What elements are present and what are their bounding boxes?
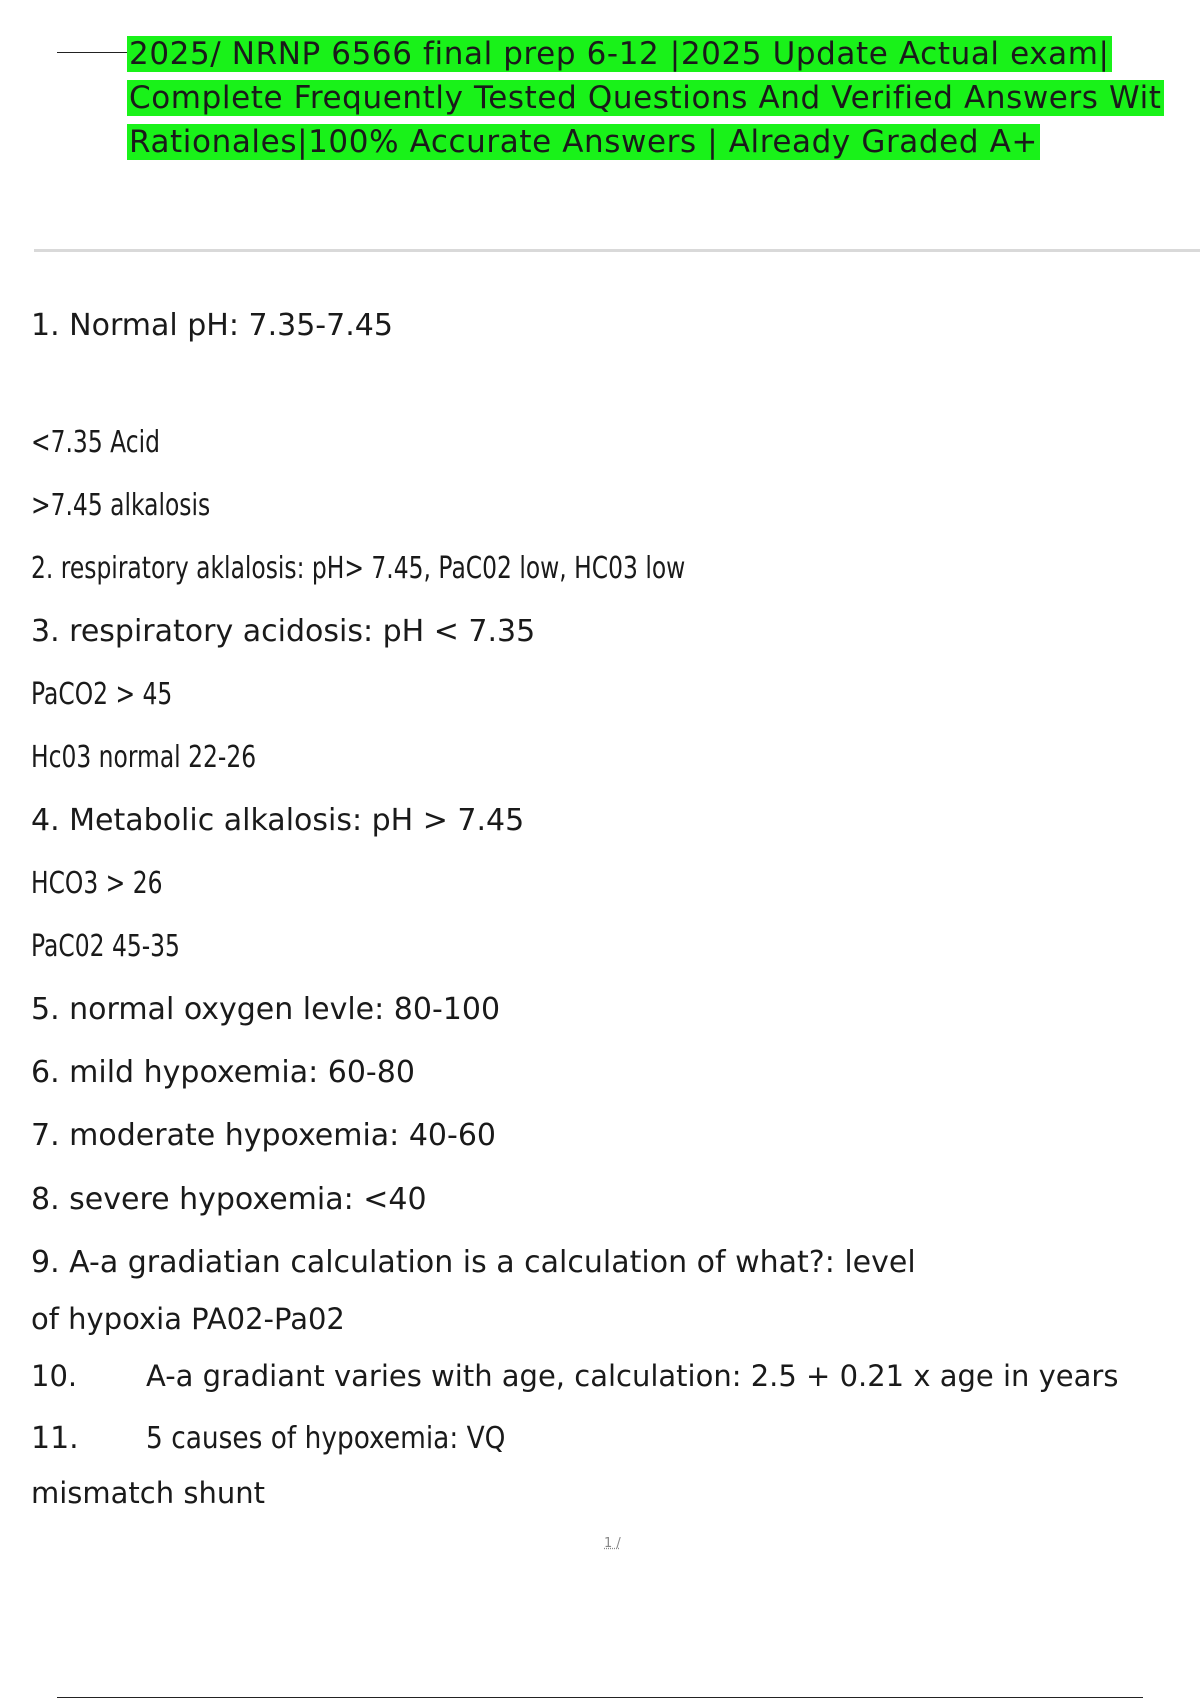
title-line: Complete Frequently Tested Questions And Verified Answers Wit: [129, 80, 1162, 116]
list-item: Hc03 normal 22-26: [31, 740, 257, 775]
title-leader-rule: [57, 52, 127, 53]
list-item: 8. severe hypoxemia: <40: [31, 1182, 427, 1217]
list-item: HCO3 > 26: [31, 866, 163, 901]
list-item: PaC02 45-35: [31, 929, 180, 964]
list-item: 9. A-a gradiatian calculation is a calculation of what?: level: [31, 1245, 916, 1280]
footer-rule: [57, 1697, 1143, 1698]
list-item: 6. mild hypoxemia: 60-80: [31, 1055, 415, 1090]
list-item: mismatch shunt: [31, 1476, 265, 1510]
list-item: <7.35 Acid: [31, 425, 160, 460]
list-item: 5. normal oxygen levle: 80-100: [31, 992, 501, 1027]
item-number: 10.: [31, 1359, 78, 1393]
list-item: PaCO2 > 45: [31, 677, 173, 712]
title-line: Rationales|100% Accurate Answers | Already Graded A+: [129, 124, 1038, 160]
list-item: 10. A-a gradiant varies with age, calculation: 2.5 + 0.21 x age in years: [31, 1359, 1119, 1393]
list-item: 2. respiratory aklalosis: pH> 7.45, PaC02 low, HC03 low: [31, 551, 686, 586]
item-number: 11.: [31, 1421, 79, 1456]
page-number: 1 /: [604, 1536, 621, 1551]
list-item: 11. 5 causes of hypoxemia: VQ: [31, 1421, 506, 1456]
list-item: 3. respiratory acidosis: pH < 7.35: [31, 614, 536, 649]
list-item: 4. Metabolic alkalosis: pH > 7.45: [31, 803, 525, 838]
list-item: 7. moderate hypoxemia: 40-60: [31, 1118, 496, 1153]
title-line: 2025/ NRNP 6566 final prep 6-12 |2025 Update Actual exam|: [129, 36, 1110, 72]
section-divider: [34, 249, 1200, 252]
list-item: of hypoxia PA02-Pa02: [31, 1302, 345, 1336]
document-title: [127, 32, 1200, 164]
list-item: >7.45 alkalosis: [31, 488, 211, 523]
list-item: 1. Normal pH: 7.35-7.45: [31, 308, 393, 343]
